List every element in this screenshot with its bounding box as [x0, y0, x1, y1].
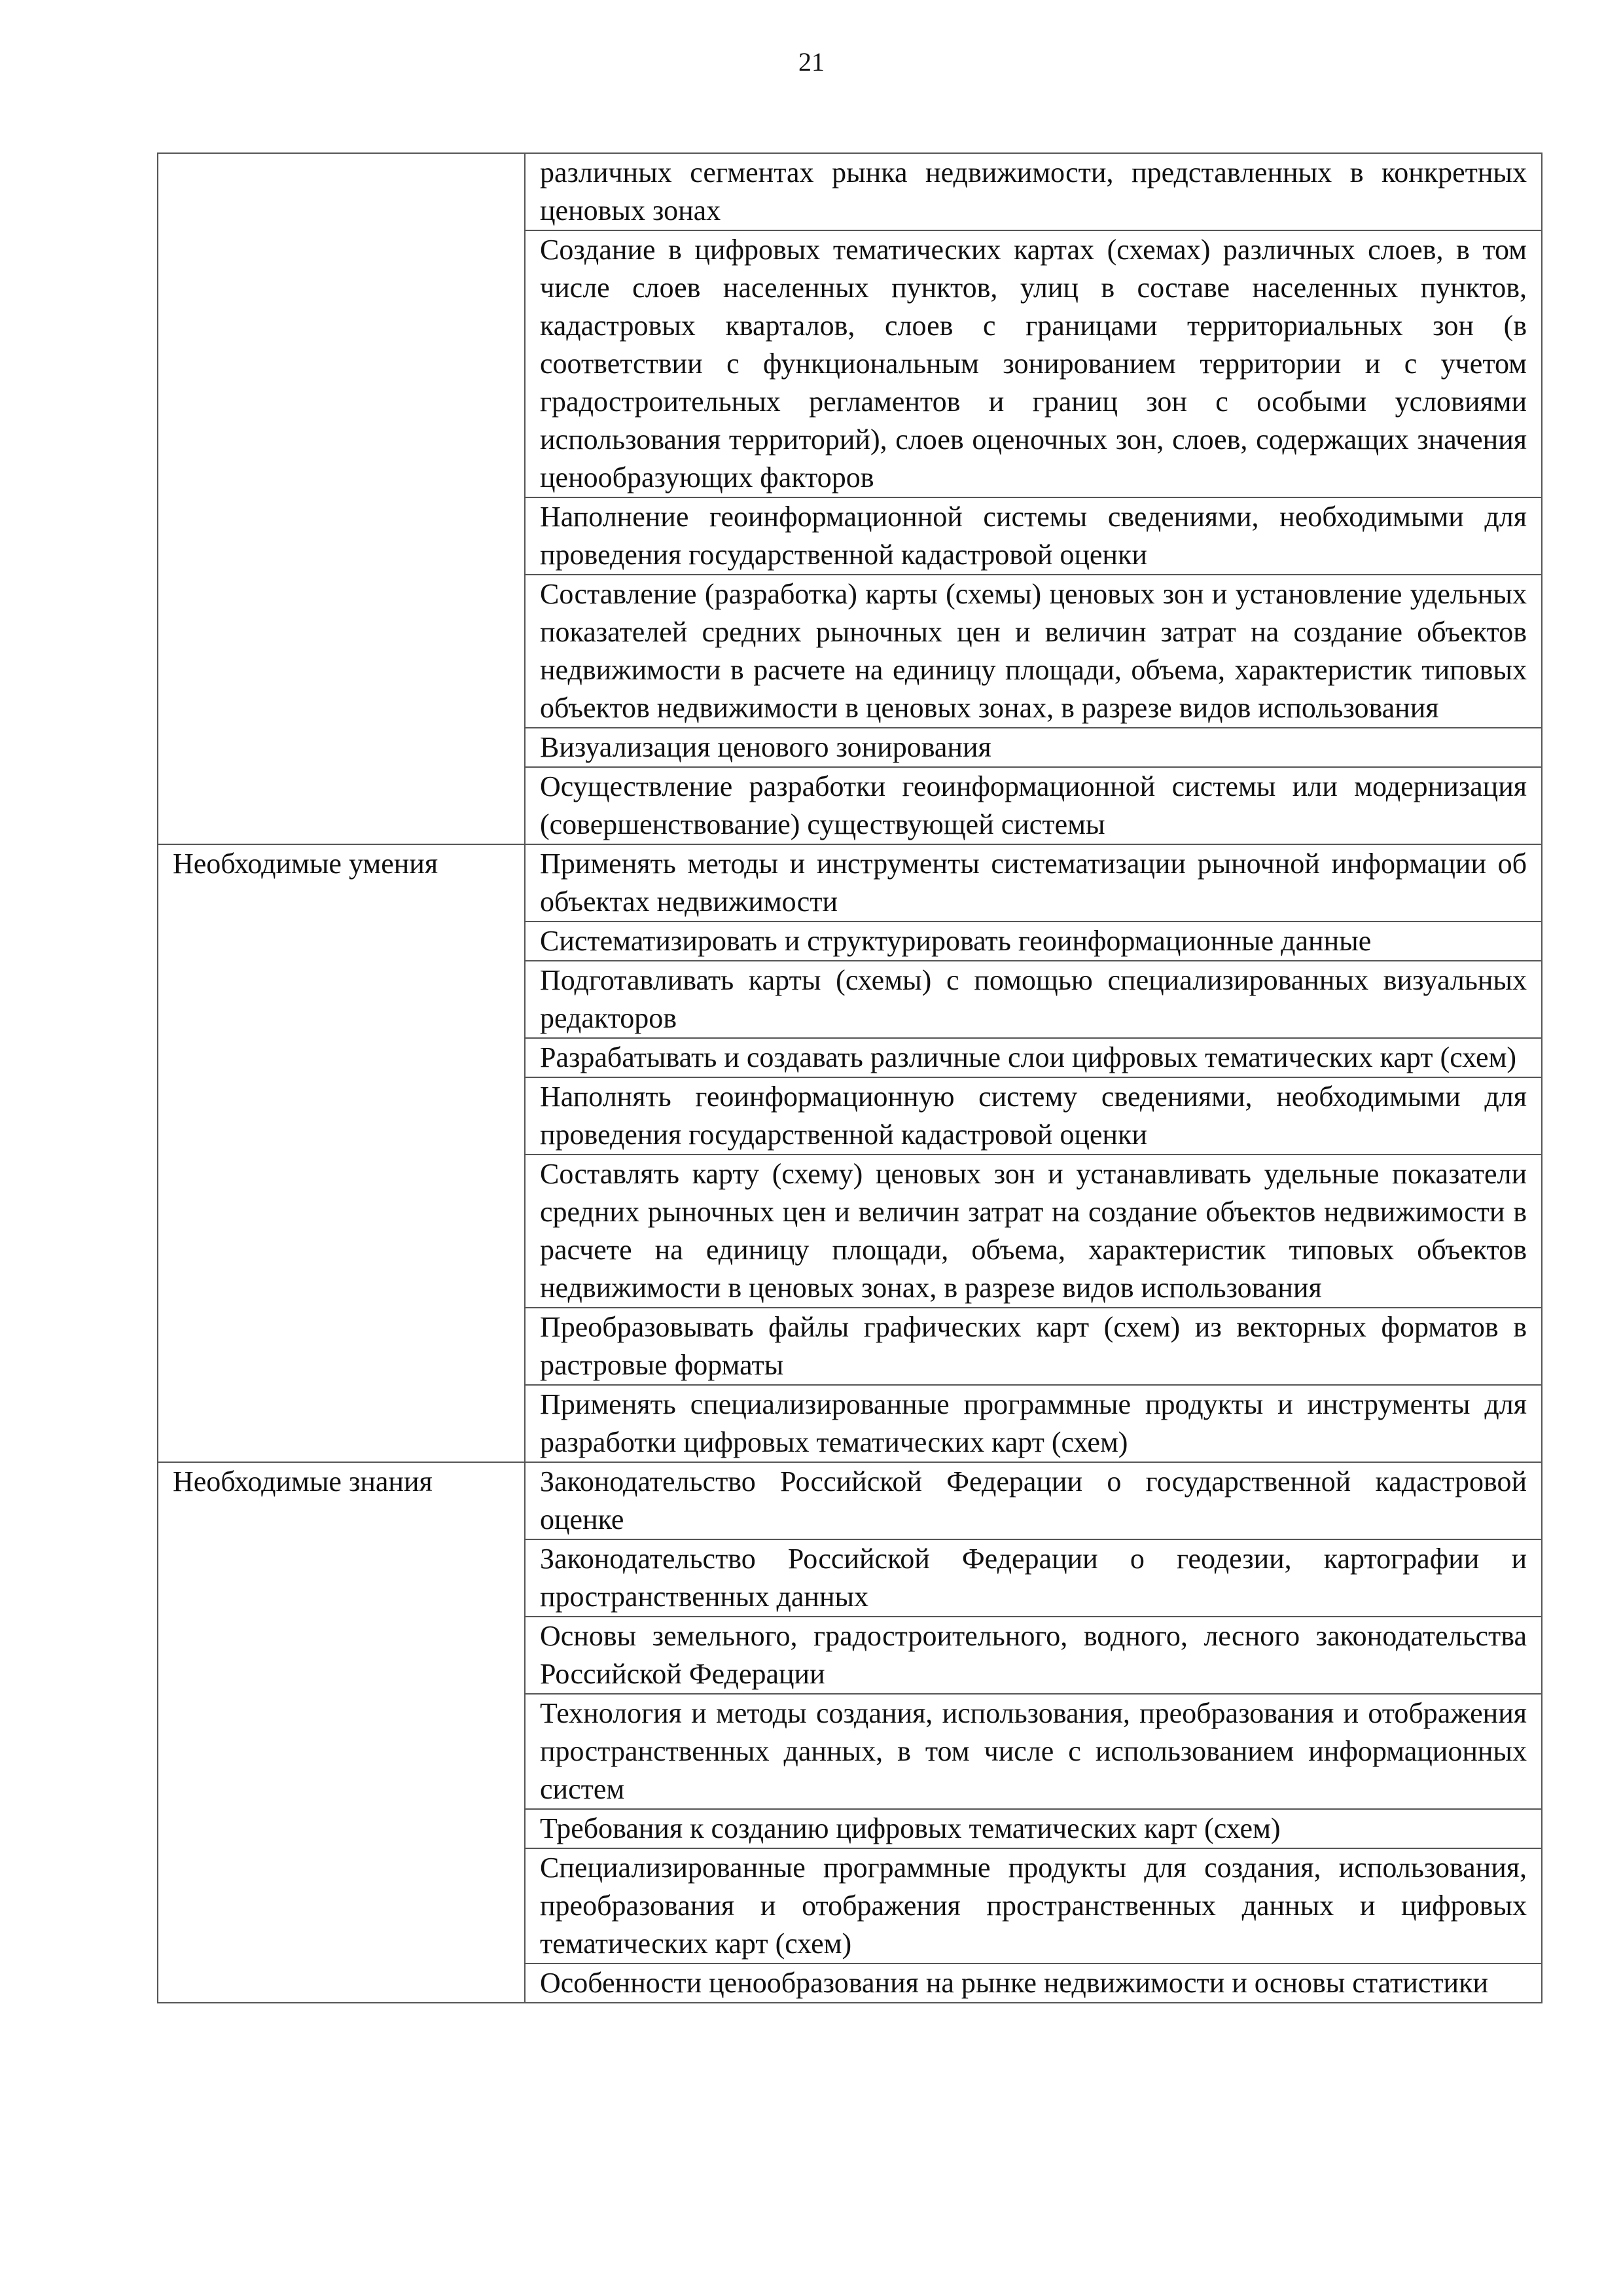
table-cell: Осуществление разработки геоинформационной системы или модернизация (совершенствование) существующей системы — [525, 767, 1542, 844]
section-label-skills: Необходимые умения — [158, 844, 525, 1462]
table-cell: Разрабатывать и создавать различные слои цифровых тематических карт (схем) — [525, 1038, 1542, 1077]
table-cell: Законодательство Российской Федерации о геодезии, картографии и пространственных данных — [525, 1539, 1542, 1617]
table-cell: различных сегментах рынка недвижимости, представленных в конкретных ценовых зонах — [525, 153, 1542, 230]
table-cell: Создание в цифровых тематических картах (схемах) различных слоев, в том числе слоев населенных пунктов, улиц в составе населенных пунктов, кадастровых кварталов, слоев с границами территориальных зон (в соответствии с функциональным зонированием территории и с учетом градостроительных регламентов и границ зон с особыми условиями использования территорий), слоев оценочных зон, слоев, содержащих значения ценообразующих факторов — [525, 230, 1542, 497]
requirements-table — [157, 152, 1543, 2003]
table-cell: Основы земельного, градостроительного, водного, лесного законодательства Российской Федерации — [525, 1617, 1542, 1694]
table-cell: Наполнять геоинформационную систему сведениями, необходимыми для проведения государственной кадастровой оценки — [525, 1077, 1542, 1155]
table-row — [158, 844, 1542, 922]
table-cell: Специализированные программные продукты для создания, использования, преобразования и отображения пространственных данных и цифровых тематических карт (схем) — [525, 1848, 1542, 1964]
table-cell: Составлять карту (схему) ценовых зон и устанавливать удельные показатели средних рыночных цен и величин затрат на создание объектов недвижимости в расчете на единицу площади, объема, характеристик типовых объектов недвижимости в ценовых зонах, в разрезе видов использования — [525, 1155, 1542, 1308]
page-number: 21 — [798, 47, 825, 77]
table-cell: Особенности ценообразования на рынке недвижимости и основы статистики — [525, 1964, 1542, 2003]
section-label — [158, 153, 525, 844]
table-cell: Законодательство Российской Федерации о государственной кадастровой оценке — [525, 1462, 1542, 1539]
table-cell: Требования к созданию цифровых тематических карт (схем) — [525, 1809, 1542, 1848]
table-row — [158, 153, 1542, 230]
table-cell: Преобразовывать файлы графических карт (схем) из векторных форматов в растровые форматы — [525, 1308, 1542, 1385]
requirements-table-body — [158, 153, 1542, 2003]
table-cell: Технология и методы создания, использования, преобразования и отображения пространственных данных, в том числе с использованием информационных систем — [525, 1694, 1542, 1809]
section-label-knowledge: Необходимые знания — [158, 1462, 525, 2003]
table-row — [158, 1462, 1542, 1539]
table-cell: Применять методы и инструменты систематизации рыночной информации об объектах недвижимости — [525, 844, 1542, 922]
table-cell: Подготавливать карты (схемы) с помощью специализированных визуальных редакторов — [525, 961, 1542, 1038]
table-cell: Применять специализированные программные продукты и инструменты для разработки цифровых тематических карт (схем) — [525, 1385, 1542, 1462]
table-cell: Систематизировать и структурировать геоинформационные данные — [525, 922, 1542, 961]
table-cell: Визуализация ценового зонирования — [525, 728, 1542, 767]
table-cell: Наполнение геоинформационной системы сведениями, необходимыми для проведения государственной кадастровой оценки — [525, 497, 1542, 575]
table-cell: Составление (разработка) карты (схемы) ценовых зон и установление удельных показателей средних рыночных цен и величин затрат на создание объектов недвижимости в расчете на единицу площади, объема, характеристик типовых объектов недвижимости в ценовых зонах, в разрезе видов использования — [525, 575, 1542, 728]
